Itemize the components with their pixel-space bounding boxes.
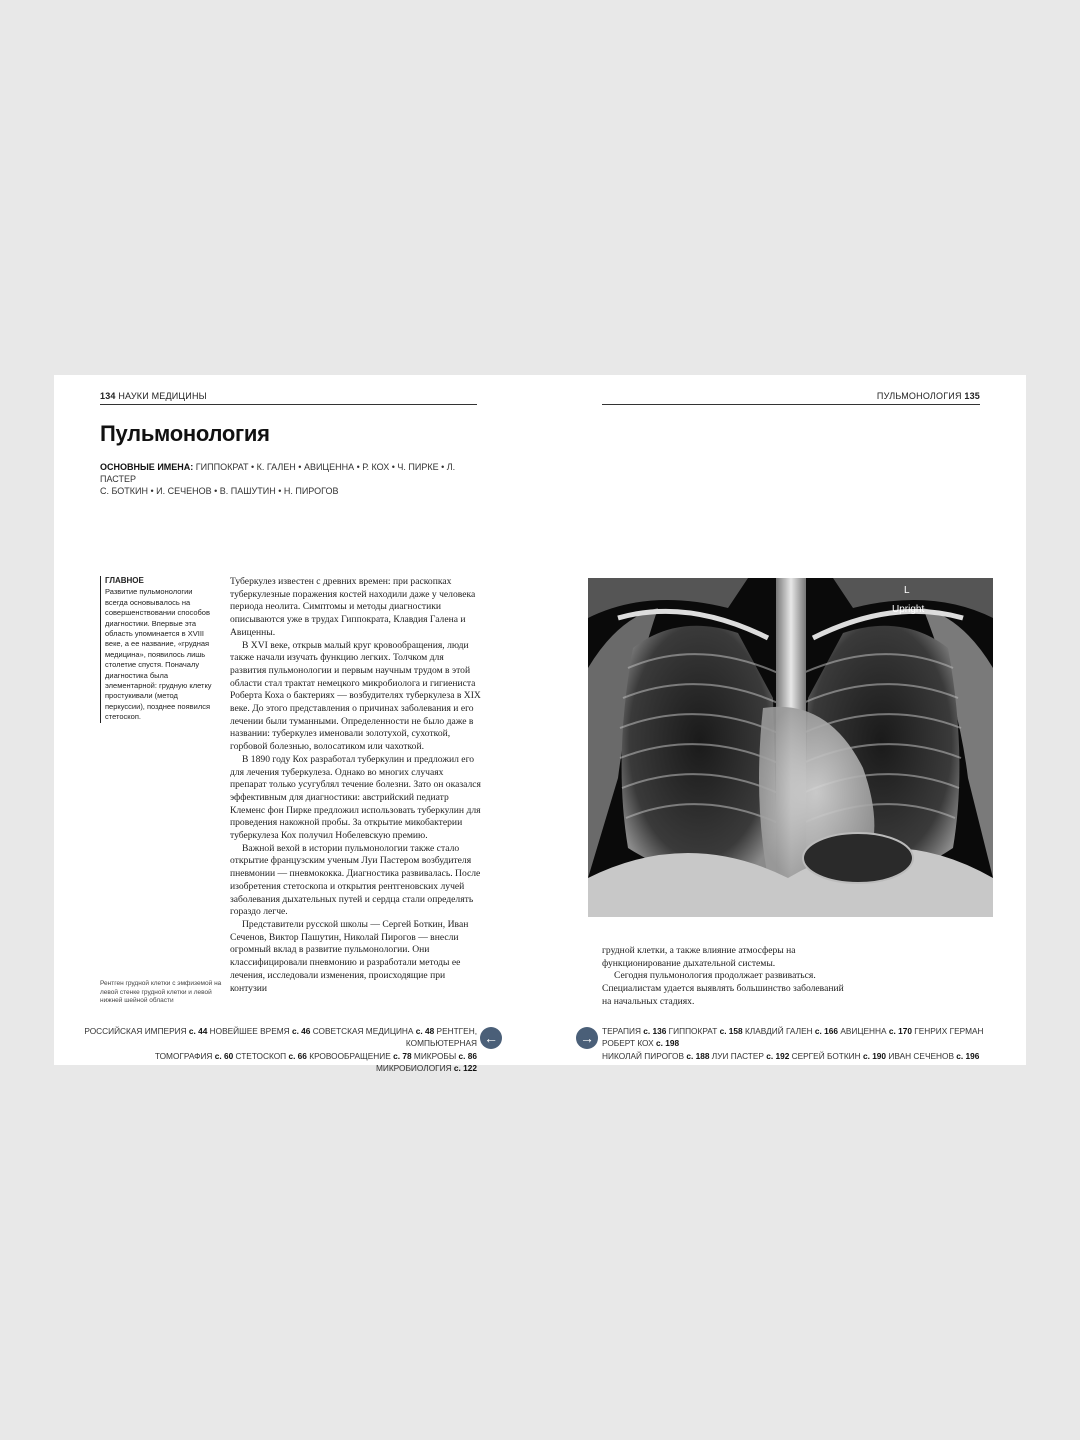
- ref-link[interactable]: ЛУИ ПАСТЕР: [711, 1050, 764, 1061]
- ref-page: с. 196: [956, 1050, 980, 1061]
- ref-page: с. 158: [719, 1026, 743, 1036]
- page-title: Пульмонология: [100, 421, 270, 446]
- paragraph: В XVI веке, открыв малый круг кровообращения, люди также начали изучать функцию легких. Толчком для развития пульмонологии и первым научным трудом в этой области стал трактат немецкого микробиолога и гигиениста Роберта Коха о бактериях — возбудителях туберкулеза в XIX веке. До этого представления о причинах заболевания и его лечении были туманными. Определенности не было даже в названии: туберкулез именовали золотухой, сухоткой, горбовой болезнью, волосатиком или чахоткой.: [230, 639, 481, 753]
- ref-link[interactable]: МИКРОБЫ: [413, 1050, 457, 1061]
- right-page-number: 135: [964, 391, 980, 401]
- ref-link[interactable]: ГИППОКРАТ: [668, 1026, 718, 1036]
- left-page-number: 134: [100, 391, 116, 401]
- paragraph: Представители русской школы — Сергей Боткин, Иван Сеченов, Виктор Пашутин, Николай Пирогов — внесли огромный вклад в развитие пульмонологии. Они классифицировали пневмонию и разработали методы ее лечения, исследовали изменения, происходящие при контузии: [230, 918, 469, 994]
- paragraph: Важной вехой в истории пульмонологии также стало открытие французским ученым Луи Пастером возбудителя пневмонии — пневмококка. Диагностика развивалась. После изобретения стетоскопа и открытия рентгеновских лучей заболевания дыхательных путей и сердца стали определять гораздо легче.: [230, 842, 481, 918]
- right-page-header: [602, 391, 980, 405]
- ref-link[interactable]: НОВЕЙШЕЕ ВРЕМЯ: [209, 1026, 290, 1036]
- ref-page: с. 198: [656, 1038, 680, 1049]
- key-names-line1: ГИППОКРАТ • К. ГАЛЕН • АВИЦЕННА • Р. КОХ • Ч. ПИРКЕ • Л. ПАСТЕР: [100, 462, 456, 484]
- ref-page: с. 122: [453, 1063, 477, 1074]
- ref-page: с. 46: [291, 1026, 311, 1036]
- ref-link[interactable]: МИКРОБИОЛОГИЯ: [375, 1063, 452, 1074]
- ref-page: с. 170: [888, 1026, 912, 1036]
- ref-page: с. 44: [188, 1026, 208, 1036]
- see-also-left: [80, 1025, 477, 1075]
- ref-link[interactable]: ИВАН СЕЧЕНОВ: [888, 1050, 954, 1061]
- ref-page: с. 86: [458, 1050, 477, 1061]
- ref-link[interactable]: РОССИЙСКАЯ ИМПЕРИЯ: [84, 1026, 187, 1036]
- ref-page: с. 78: [393, 1050, 412, 1061]
- key-names-line2: С. БОТКИН • И. СЕЧЕНОВ • В. ПАШУТИН • Н. ПИРОГОВ: [100, 486, 339, 496]
- paragraph: В 1890 году Кох разработал туберкулин и предложил его для лечения туберкулеза. Однако во многих случаях препарат только усугублял течение болезни. Зато он оказался эффективным для диагностики: австрийский педиатр Клеменс фон Пирке предложил использовать туберкулин для проведения накожной пробы. За открытие микобактерии туберкулеза Кох получил Нобелевскую премию.: [230, 753, 481, 842]
- chest-xray-image: [588, 578, 993, 917]
- book-spread: [54, 375, 1026, 1074]
- ref-link[interactable]: ТЕРАПИЯ: [602, 1026, 641, 1036]
- key-names: [100, 461, 480, 497]
- body-column-left: [230, 576, 481, 1008]
- ref-link[interactable]: АВИЦЕННА: [840, 1026, 887, 1036]
- see-also-right: [602, 1025, 1007, 1062]
- summary-box: [100, 576, 215, 723]
- ref-page: с. 166: [814, 1026, 838, 1036]
- xray-label-l: L: [904, 585, 910, 596]
- ref-link[interactable]: СЕРГЕЙ БОТКИН: [791, 1050, 861, 1061]
- left-running-title: НАУКИ МЕДИЦИНЫ: [118, 391, 207, 401]
- paragraph: Туберкулез известен с древних времен: при раскопках туберкулезные поражения костей находили даже у человека периода неолита. Симптомы и методы диагностики описываются уже в трудах Гиппократа, Клавдия Галена и Авиценны.: [230, 576, 476, 638]
- arrow-left-icon[interactable]: ←: [480, 1027, 502, 1049]
- ref-link[interactable]: НИКОЛАЙ ПИРОГОВ: [602, 1050, 685, 1061]
- ref-link[interactable]: ТОМОГРАФИЯ: [154, 1050, 213, 1061]
- ref-page: с. 48: [415, 1026, 435, 1036]
- summary-text: Развитие пульмонологии всегда основывалось на совершенствовании способов диагностики. Впервые эта область упоминается в XVIII веке, а ее название, «грудная медицина», появилось лишь столетие спустя. Поначалу диагностика была элементарной: грудную клетку простукивали (метод перкуссии), позднее появился стетоскоп.: [105, 587, 212, 722]
- paragraph: грудной клетки, а также влияние атмосферы на функционирование дыхательной системы.: [602, 945, 796, 969]
- right-running-title: ПУЛЬМОНОЛОГИЯ: [876, 391, 962, 401]
- body-column-right: [602, 945, 852, 1009]
- key-names-label: ОСНОВНЫЕ ИМЕНА:: [100, 462, 194, 472]
- ref-page: с. 188: [686, 1050, 710, 1061]
- ref-link[interactable]: СТЕТОСКОП: [235, 1050, 287, 1061]
- xray-graphic: [588, 578, 993, 917]
- ref-link[interactable]: РЕНТГЕН, КОМПЬЮТЕРНАЯ: [405, 1026, 477, 1049]
- left-page-header: [100, 391, 477, 405]
- ref-link[interactable]: СОВЕТСКАЯ МЕДИЦИНА: [312, 1026, 414, 1036]
- ref-page: с. 60: [214, 1050, 234, 1061]
- arrow-right-icon[interactable]: →: [576, 1027, 598, 1049]
- image-caption: Рентген грудной клетки с эмфиземой на левой стенке грудной клетки и левой нижней шейной области: [100, 980, 222, 1004]
- ref-page: с. 66: [288, 1050, 307, 1061]
- ref-page: с. 192: [766, 1050, 790, 1061]
- ref-link[interactable]: КЛАВДИЙ ГАЛЕН: [744, 1026, 813, 1036]
- summary-heading: ГЛАВНОЕ: [105, 576, 144, 585]
- paragraph: Сегодня пульмонология продолжает развиваться. Специалистам удается выявлять большинство заболеваний на начальных стадиях.: [602, 970, 844, 1007]
- ref-link[interactable]: ГЕНРИХ ГЕРМАН РОБЕРТ КОХ: [602, 1026, 984, 1049]
- ref-link[interactable]: КРОВООБРАЩЕНИЕ: [309, 1050, 391, 1061]
- ref-page: с. 136: [643, 1026, 667, 1036]
- xray-label-upright: Upright: [892, 604, 925, 615]
- ref-page: с. 190: [862, 1050, 887, 1061]
